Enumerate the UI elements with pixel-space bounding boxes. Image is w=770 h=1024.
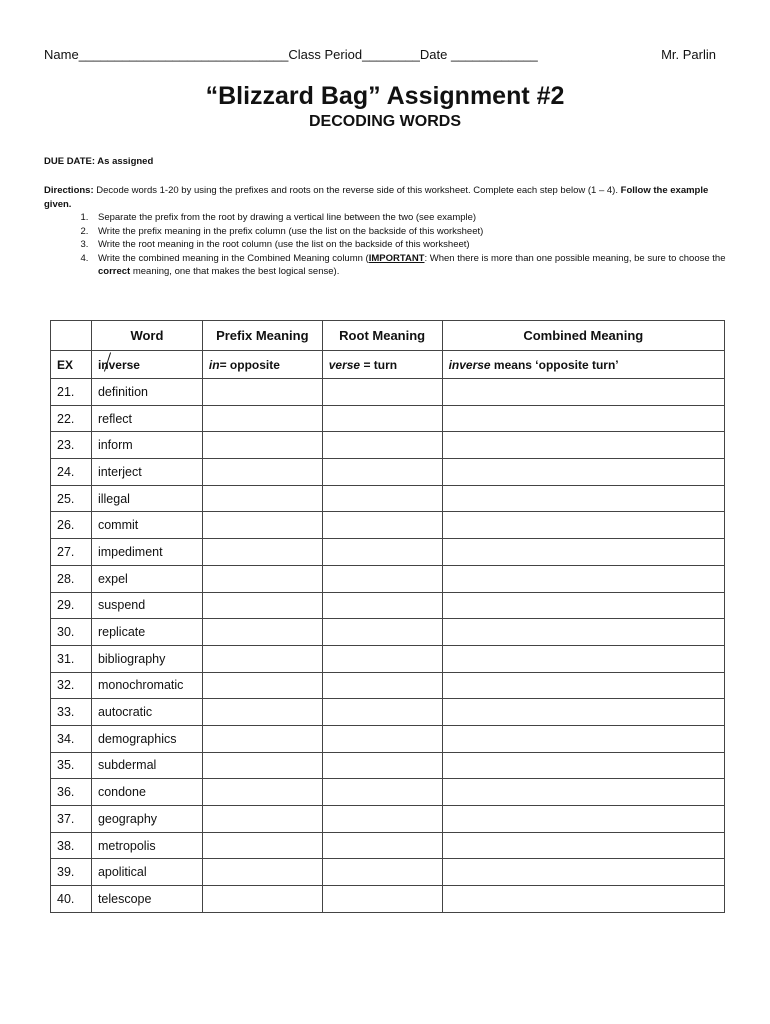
- root-meaning-cell[interactable]: [322, 592, 442, 619]
- step-4-correct: correct: [98, 266, 131, 277]
- example-row: [51, 351, 725, 379]
- row-number: 33.: [51, 699, 92, 726]
- row-word: subdermal: [91, 752, 202, 779]
- combined-meaning-cell[interactable]: [442, 459, 724, 486]
- step-4: [91, 252, 726, 279]
- combined-meaning-cell[interactable]: [442, 886, 724, 913]
- example-word-cell: [91, 351, 202, 379]
- directions-text: Decode words 1-20 by using the prefixes and roots on the reverse side of this worksheet. Complete each step below (1 – 4).: [93, 185, 621, 196]
- root-meaning-cell[interactable]: [322, 539, 442, 566]
- prefix-meaning-cell[interactable]: [202, 725, 322, 752]
- directions-intro: [44, 184, 726, 211]
- header-word: Word: [91, 321, 202, 351]
- row-word: suspend: [91, 592, 202, 619]
- root-meaning-cell[interactable]: [322, 779, 442, 806]
- prefix-meaning-cell[interactable]: [202, 699, 322, 726]
- combined-meaning-cell[interactable]: [442, 619, 724, 646]
- step-4-important: IMPORTANT: [368, 252, 425, 264]
- combined-meaning-cell[interactable]: [442, 539, 724, 566]
- prefix-meaning-cell[interactable]: [202, 459, 322, 486]
- table-row: [51, 565, 725, 592]
- row-word: monochromatic: [91, 672, 202, 699]
- example-combined-cell: [442, 351, 724, 379]
- due-date: DUE DATE: As assigned: [44, 156, 154, 167]
- row-word: metropolis: [91, 832, 202, 859]
- directions-label: Directions:: [44, 185, 94, 196]
- prefix-meaning-cell[interactable]: [202, 565, 322, 592]
- row-word: inform: [91, 432, 202, 459]
- prefix-meaning-cell[interactable]: [202, 859, 322, 886]
- root-meaning-cell[interactable]: [322, 512, 442, 539]
- directions-bold-tail: Follow the example given.: [44, 185, 709, 210]
- root-meaning-cell[interactable]: [322, 859, 442, 886]
- step-4-text-b: : When there is more than one possible meaning, be sure to choose the: [424, 252, 726, 264]
- row-word: illegal: [91, 485, 202, 512]
- combined-meaning-cell[interactable]: [442, 725, 724, 752]
- row-word: reflect: [91, 405, 202, 432]
- table-row: [51, 485, 725, 512]
- combined-meaning-cell[interactable]: [442, 859, 724, 886]
- row-word: condone: [91, 779, 202, 806]
- root-meaning-cell[interactable]: [322, 725, 442, 752]
- header-fields: [44, 47, 538, 62]
- header-combined-meaning: Combined Meaning: [442, 321, 724, 351]
- prefix-meaning-cell[interactable]: [202, 512, 322, 539]
- table-row: [51, 886, 725, 913]
- table-row: [51, 459, 725, 486]
- header-number: [51, 321, 92, 351]
- root-meaning-cell[interactable]: [322, 672, 442, 699]
- table-row: [51, 699, 725, 726]
- table-row: [51, 512, 725, 539]
- table-row: [51, 672, 725, 699]
- date-blank[interactable]: ____________: [447, 47, 538, 62]
- prefix-meaning-cell[interactable]: [202, 886, 322, 913]
- table-row: [51, 539, 725, 566]
- row-number: 25.: [51, 485, 92, 512]
- table-row: [51, 859, 725, 886]
- table-header-row: [51, 321, 725, 351]
- date-label: Date: [419, 47, 448, 62]
- prefix-meaning-cell[interactable]: [202, 379, 322, 406]
- example-combined-word: inverse: [448, 357, 491, 372]
- table-row: [51, 405, 725, 432]
- root-meaning-cell[interactable]: [322, 806, 442, 833]
- header-prefix-meaning: Prefix Meaning: [202, 321, 322, 351]
- teacher-name: Mr. Parlin: [661, 47, 716, 62]
- table-row: [51, 432, 725, 459]
- table-row: [51, 806, 725, 833]
- row-number: 22.: [51, 405, 92, 432]
- combined-meaning-cell[interactable]: [442, 379, 724, 406]
- name-label: Name: [44, 47, 79, 62]
- row-number: 32.: [51, 672, 92, 699]
- row-word: replicate: [91, 619, 202, 646]
- row-word: bibliography: [91, 645, 202, 672]
- example-prefix-meaning: = opposite: [219, 357, 280, 372]
- example-root-cell: [322, 351, 442, 379]
- prefix-meaning-cell[interactable]: [202, 779, 322, 806]
- row-number: 27.: [51, 539, 92, 566]
- row-number: 30.: [51, 619, 92, 646]
- combined-meaning-cell[interactable]: [442, 645, 724, 672]
- row-word: definition: [91, 379, 202, 406]
- row-number: 37.: [51, 806, 92, 833]
- row-word: demographics: [91, 725, 202, 752]
- step-3: 3. Write the root meaning in the root column (use the list on the backside of this worksheet): [91, 238, 726, 252]
- directions: [44, 184, 726, 279]
- class-period-label: Class Period: [288, 47, 363, 62]
- root-meaning-cell[interactable]: [322, 432, 442, 459]
- row-number: 34.: [51, 725, 92, 752]
- row-word: impediment: [91, 539, 202, 566]
- row-number: 28.: [51, 565, 92, 592]
- row-word: telescope: [91, 886, 202, 913]
- table-row: [51, 592, 725, 619]
- page-subtitle: DECODING WORDS: [309, 113, 461, 130]
- prefix-meaning-cell[interactable]: [202, 619, 322, 646]
- combined-meaning-cell[interactable]: [442, 672, 724, 699]
- name-blank[interactable]: _____________________________: [78, 47, 289, 62]
- row-number: 40.: [51, 886, 92, 913]
- row-number: 36.: [51, 779, 92, 806]
- row-number: 31.: [51, 645, 92, 672]
- step-4-text-c: meaning, one that makes the best logical sense).: [130, 266, 340, 277]
- table-row: [51, 752, 725, 779]
- example-root-meaning: = turn: [360, 357, 398, 372]
- prefix-meaning-cell[interactable]: [202, 806, 322, 833]
- row-number: 26.: [51, 512, 92, 539]
- example-root-word: verse: [328, 357, 361, 372]
- page-title: “Blizzard Bag” Assignment #2: [205, 82, 565, 110]
- root-meaning-cell[interactable]: [322, 379, 442, 406]
- row-word: autocratic: [91, 699, 202, 726]
- row-number: 39.: [51, 859, 92, 886]
- combined-meaning-cell[interactable]: [442, 779, 724, 806]
- prefix-meaning-cell[interactable]: [202, 592, 322, 619]
- example-prefix-cell: [202, 351, 322, 379]
- table-row: [51, 379, 725, 406]
- prefix-meaning-cell[interactable]: [202, 645, 322, 672]
- row-word: expel: [91, 565, 202, 592]
- row-number: 24.: [51, 459, 92, 486]
- row-number: 29.: [51, 592, 92, 619]
- root-meaning-cell[interactable]: [322, 565, 442, 592]
- table-row: [51, 832, 725, 859]
- combined-meaning-cell[interactable]: [442, 752, 724, 779]
- prefix-meaning-cell[interactable]: [202, 672, 322, 699]
- combined-meaning-cell[interactable]: [442, 432, 724, 459]
- root-meaning-cell[interactable]: [322, 405, 442, 432]
- row-number: 38.: [51, 832, 92, 859]
- decoding-table: [50, 320, 725, 913]
- header-root-meaning: Root Meaning: [322, 321, 442, 351]
- root-meaning-cell[interactable]: [322, 699, 442, 726]
- row-word: geography: [91, 806, 202, 833]
- combined-meaning-cell[interactable]: [442, 405, 724, 432]
- root-meaning-cell[interactable]: [322, 645, 442, 672]
- prefix-meaning-cell[interactable]: [202, 832, 322, 859]
- example-combined-meaning: means ‘opposite turn’: [490, 357, 619, 372]
- combined-meaning-cell[interactable]: [442, 565, 724, 592]
- row-number: 35.: [51, 752, 92, 779]
- row-number: 21.: [51, 379, 92, 406]
- table-row: [51, 619, 725, 646]
- row-word: apolitical: [91, 859, 202, 886]
- root-meaning-cell[interactable]: [322, 485, 442, 512]
- table-row: [51, 779, 725, 806]
- combined-meaning-cell[interactable]: [442, 832, 724, 859]
- row-word: interject: [91, 459, 202, 486]
- prefix-meaning-cell[interactable]: [202, 539, 322, 566]
- table-row: [51, 725, 725, 752]
- prefix-meaning-cell[interactable]: [202, 405, 322, 432]
- combined-meaning-cell[interactable]: [442, 699, 724, 726]
- combined-meaning-cell[interactable]: [442, 806, 724, 833]
- root-meaning-cell[interactable]: [322, 459, 442, 486]
- row-number: 23.: [51, 432, 92, 459]
- class-period-blank[interactable]: ________: [362, 47, 420, 62]
- root-meaning-cell[interactable]: [322, 752, 442, 779]
- root-meaning-cell[interactable]: [322, 886, 442, 913]
- prefix-meaning-cell[interactable]: [202, 752, 322, 779]
- step-2: 2. Write the prefix meaning in the prefix column (use the list on the backside of this worksheet): [91, 225, 726, 239]
- example-label: EX: [51, 351, 92, 379]
- prefix-meaning-cell[interactable]: [202, 485, 322, 512]
- directions-steps: [91, 211, 726, 279]
- example-word: inverse: [97, 357, 140, 372]
- table-row: [51, 645, 725, 672]
- combined-meaning-cell[interactable]: [442, 592, 724, 619]
- root-meaning-cell[interactable]: [322, 619, 442, 646]
- header-line: [44, 47, 716, 62]
- example-prefix-word: in: [208, 357, 220, 372]
- step-1: 1. Separate the prefix from the root by drawing a vertical line between the two (see example): [91, 211, 726, 225]
- combined-meaning-cell[interactable]: [442, 512, 724, 539]
- row-word: commit: [91, 512, 202, 539]
- step-4-text-a: Write the combined meaning in the Combined Meaning column (: [98, 252, 369, 264]
- prefix-meaning-cell[interactable]: [202, 432, 322, 459]
- combined-meaning-cell[interactable]: [442, 485, 724, 512]
- root-meaning-cell[interactable]: [322, 832, 442, 859]
